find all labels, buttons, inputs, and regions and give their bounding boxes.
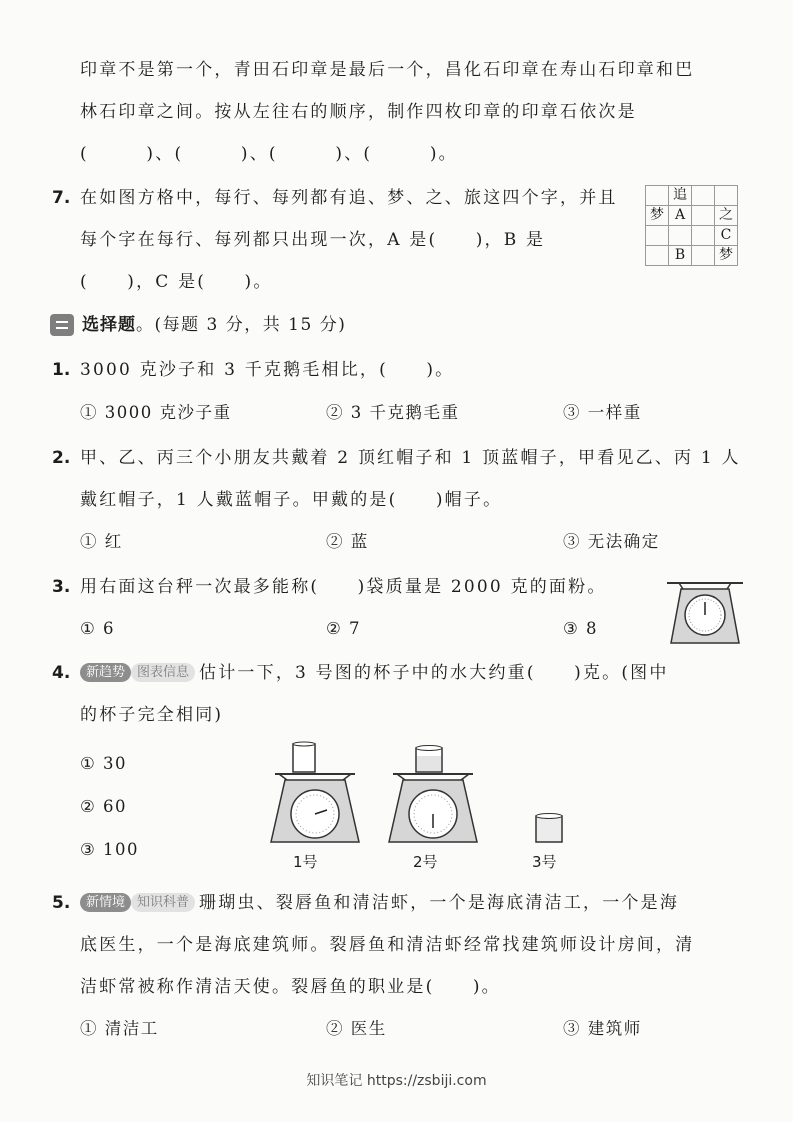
q5-option-3[interactable]: ③ 建筑师: [563, 1019, 642, 1038]
q4-tag-chart-info: 图表信息: [131, 663, 195, 682]
q4-line-2: 的杯子完全相同): [80, 705, 224, 725]
q4-tag-trend: 新趋势: [80, 663, 131, 682]
q2-line-2: 戴红帽子，1 人戴蓝帽子。甲戴的是( )帽子。: [80, 490, 503, 510]
q3-option-3[interactable]: ③ 8: [563, 619, 599, 638]
grid-cell: 梦: [646, 206, 669, 226]
q5-line-1-text: 珊瑚虫、裂唇鱼和清洁虾，一个是海底清洁工，一个是海: [199, 893, 680, 913]
grid-cell: [669, 226, 692, 246]
grid-cell: [646, 226, 669, 246]
q7-number: 7.: [52, 188, 71, 208]
grid-cell: 梦: [715, 246, 738, 266]
q3-number: 3.: [52, 577, 71, 597]
section-number-icon: [50, 314, 74, 336]
footer-watermark: 知识笔记 https://zsbiji.com: [306, 1073, 487, 1089]
grid-cell: [692, 246, 715, 266]
scale-1-illustration: [265, 742, 365, 846]
caption-3: 3号: [532, 853, 557, 871]
grid-cell: [692, 186, 715, 206]
cup-rim: [416, 746, 442, 751]
q1-option-3[interactable]: ③ 一样重: [563, 403, 642, 422]
q5-option-1[interactable]: ① 清洁工: [80, 1019, 159, 1038]
q3-text: 用右面这台秤一次最多能称( )袋质量是 2000 克的面粉。: [80, 577, 607, 597]
intro-line-3: ( )、( )、( )、( )。: [80, 144, 458, 164]
q1-text: 3000 克沙子和 3 千克鹅毛相比，( )。: [80, 360, 455, 380]
platform-scale-illustration: [665, 575, 745, 645]
q5-tag-science: 知识科普: [131, 893, 195, 912]
water-cup-icon: [536, 816, 562, 842]
q4-option-3[interactable]: ③ 100: [80, 840, 140, 859]
grid-cell: A: [669, 206, 692, 226]
cup-3-illustration: [530, 812, 570, 846]
q2-option-1[interactable]: ① 红: [80, 532, 123, 551]
q2-option-2[interactable]: ② 蓝: [326, 532, 369, 551]
section-title: [82, 313, 346, 337]
scale-2-illustration: [383, 742, 483, 846]
grid-cell: 之: [715, 206, 738, 226]
grid-cell: [692, 226, 715, 246]
q5-tag-situation: 新情境: [80, 893, 131, 912]
q1-number: 1.: [52, 360, 71, 380]
q4-number: 4.: [52, 663, 71, 683]
q4-option-2[interactable]: ② 60: [80, 797, 128, 816]
q2-option-3[interactable]: ③ 无法确定: [563, 532, 660, 551]
q3-option-1[interactable]: ① 6: [80, 619, 116, 638]
q4-line-1: [80, 661, 669, 685]
q7-line-1: 在如图方格中，每行、每列都有追、梦、之、旅这四个字，并且: [80, 188, 618, 208]
cup-water: [417, 756, 441, 771]
q7-grid: [645, 185, 738, 266]
q5-line-1: [80, 891, 679, 915]
intro-line-2: 林石印章之间。按从左往右的顺序，制作四枚印章的印章石依次是: [80, 102, 637, 122]
q1-option-1[interactable]: ① 3000 克沙子重: [80, 403, 232, 422]
caption-1: 1号: [293, 853, 318, 871]
grid-cell: [715, 186, 738, 206]
q5-line-2: 底医生，一个是海底建筑师。裂唇鱼和清洁虾经常找建筑师设计房间，清: [80, 935, 695, 955]
section-note: 。(每题 3 分，共 15 分): [136, 315, 347, 335]
grid-cell: [692, 206, 715, 226]
q4-option-1[interactable]: ① 30: [80, 754, 128, 773]
q5-number: 5.: [52, 893, 71, 913]
intro-line-1: 印章不是第一个，青田石印章是最后一个，昌化石印章在寿山石印章和巴: [80, 60, 695, 80]
cup-rim: [536, 814, 562, 819]
empty-cup-icon: [293, 744, 315, 772]
grid-cell: 追: [669, 186, 692, 206]
q2-number: 2.: [52, 448, 71, 468]
grid-cell: C: [715, 226, 738, 246]
q3-option-2[interactable]: ② 7: [326, 619, 362, 638]
caption-2: 2号: [413, 853, 438, 871]
q5-line-3: 洁虾常被称作清洁天使。裂唇鱼的职业是( )。: [80, 977, 501, 997]
grid-cell: [646, 186, 669, 206]
grid-cell: [646, 246, 669, 266]
q7-line-2: 每个字在每行、每列都只出现一次，A 是( )，B 是: [80, 230, 546, 250]
cup-rim: [293, 742, 315, 746]
q1-option-2[interactable]: ② 3 千克鹅毛重: [326, 403, 460, 422]
q5-option-2[interactable]: ② 医生: [326, 1019, 387, 1038]
grid-cell: B: [669, 246, 692, 266]
q7-line-3: ( )，C 是( )。: [80, 272, 273, 292]
q4-line-1-text: 估计一下，3 号图的杯子中的水大约重( )克。(图中: [199, 663, 669, 683]
q2-line-1: 甲、乙、丙三个小朋友共戴着 2 顶红帽子和 1 顶蓝帽子，甲看见乙、丙 1 人: [80, 448, 741, 468]
section-title-text: 选择题: [82, 315, 136, 335]
